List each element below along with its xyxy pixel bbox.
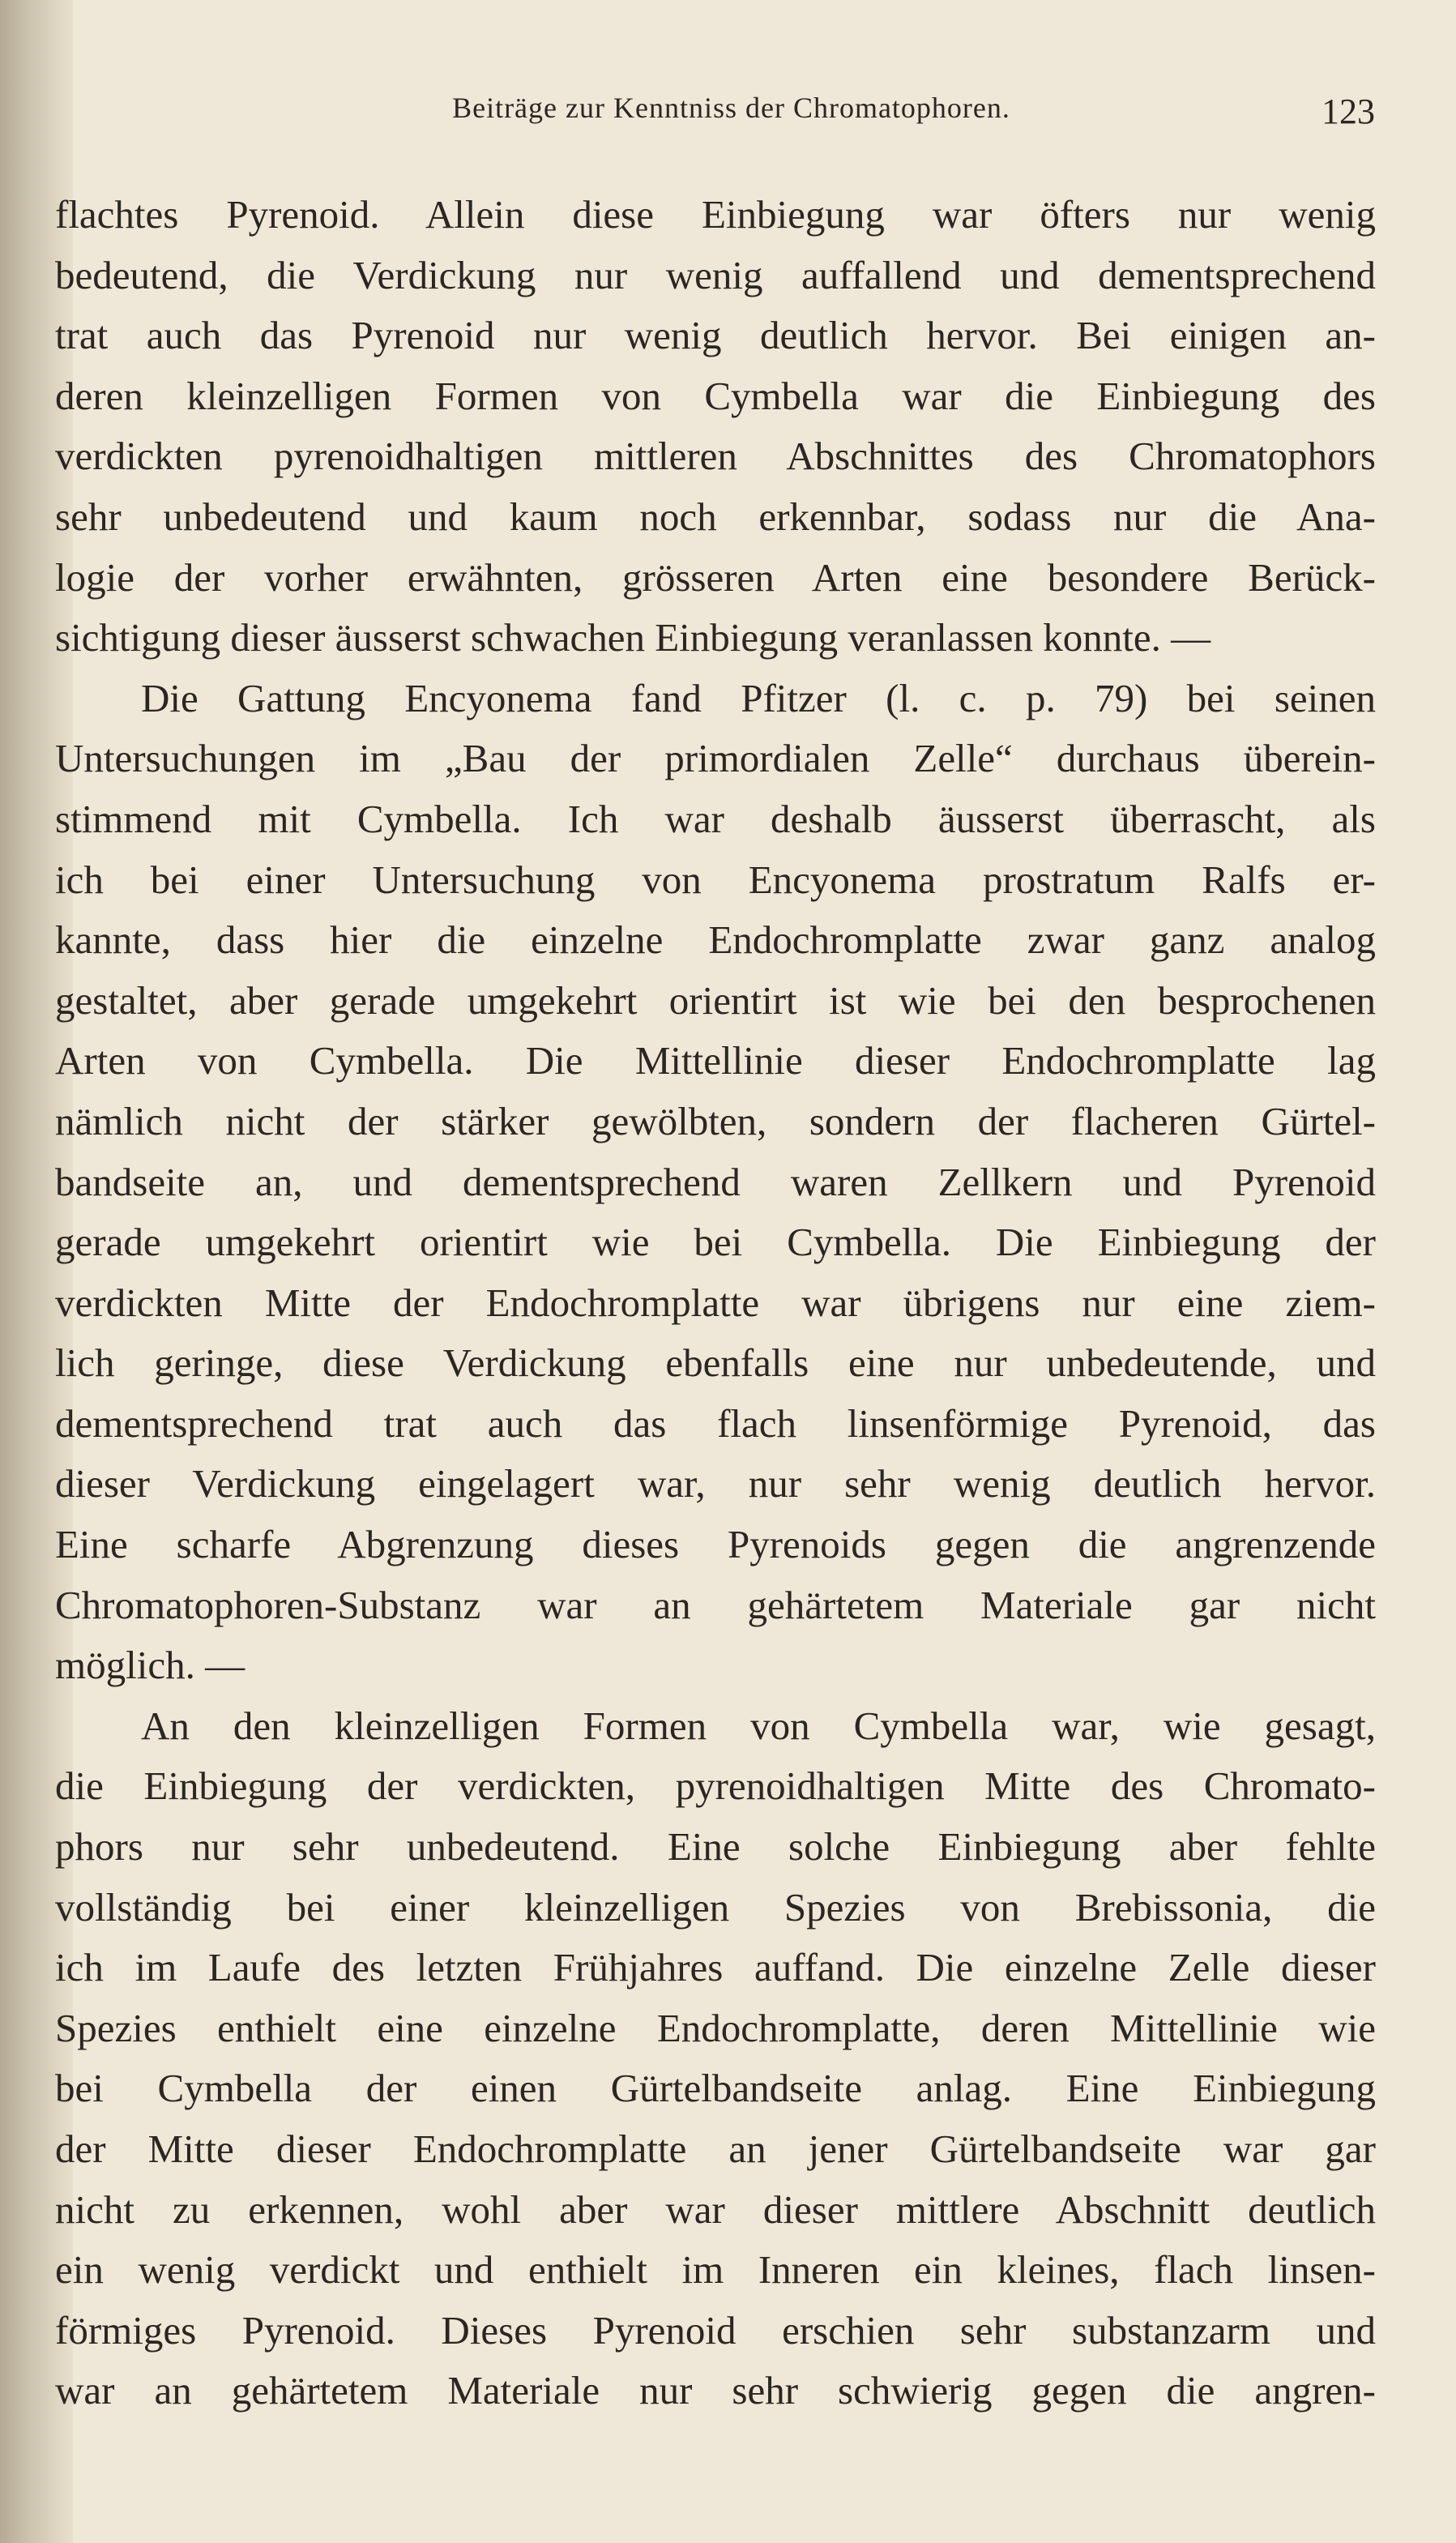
text-line: sichtigung dieser äusserst schwachen Einbiegung veranlassen konnte. — bbox=[55, 615, 1211, 660]
text-line: verdickten Mitte der Endochromplatte war übrigens nur eine ziem- bbox=[55, 1280, 1376, 1325]
text-line: lich geringe, diese Verdickung ebenfalls eine nur unbedeutende, und bbox=[55, 1340, 1376, 1386]
text-line: bandseite an, und dementsprechend waren Zellkern und Pyrenoid bbox=[55, 1159, 1376, 1204]
text-line: trat auch das Pyrenoid nur wenig deutlich hervor. Bei einigen an- bbox=[55, 313, 1376, 358]
text-line: dementsprechend trat auch das flach linsenförmige Pyrenoid, das bbox=[55, 1400, 1376, 1446]
text-line: Chromatophoren-Substanz war an gehärtetem Materiale gar nicht bbox=[55, 1582, 1376, 1627]
text-line: nämlich nicht der stärker gewölbten, sondern der flacheren Gürtel- bbox=[55, 1098, 1376, 1143]
text-line: war an gehärtetem Materiale nur sehr schwierig gegen die angren- bbox=[55, 2368, 1376, 2413]
text-line: sehr unbedeutend und kaum noch erkennbar, sodass nur die Ana- bbox=[55, 494, 1376, 539]
text-line: bei Cymbella der einen Gürtelbandseite anlag. Eine Einbiegung bbox=[55, 2066, 1376, 2111]
text-line: ein wenig verdickt und enthielt im Inneren ein kleines, flach linsen- bbox=[55, 2247, 1376, 2293]
text-line: ich im Laufe des letzten Frühjahres auffand. Die einzelne Zelle dieser bbox=[55, 1945, 1376, 1990]
text-line: kannte, dass hier die einzelne Endochromplatte zwar ganz analog bbox=[55, 917, 1376, 963]
text-line: nicht zu erkennen, wohl aber war dieser mittlere Abschnitt deutlich bbox=[55, 2186, 1376, 2232]
text-line: verdickten pyrenoidhaltigen mittleren Abschnittes des Chromatophors bbox=[55, 434, 1376, 479]
text-line: Die Gattung Encyonema fand Pfitzer (l. c. p. 79) bei seinen bbox=[141, 675, 1376, 720]
text-line: Arten von Cymbella. Die Mittellinie dieser Endochromplatte lag bbox=[55, 1038, 1376, 1083]
running-title: Beiträge zur Kenntniss der Chromatophoren. bbox=[452, 92, 1010, 124]
text-line: flachtes Pyrenoid. Allein diese Einbiegung war öfters nur wenig bbox=[55, 192, 1376, 237]
text-line: deren kleinzelligen Formen von Cymbella war die Einbiegung des bbox=[55, 373, 1376, 418]
body-text bbox=[55, 185, 1376, 2421]
text-line: bedeutend, die Verdickung nur wenig auffallend und dementsprechend bbox=[55, 252, 1376, 297]
text-line: der Mitte dieser Endochromplatte an jener Gürtelbandseite war gar bbox=[55, 2126, 1376, 2171]
text-line: möglich. — bbox=[55, 1643, 246, 1688]
text-line: stimmend mit Cymbella. Ich war deshalb äusserst überrascht, als bbox=[55, 796, 1376, 841]
text-line: gerade umgekehrt orientirt wie bei Cymbella. Die Einbiegung der bbox=[55, 1220, 1376, 1265]
text-line: ich bei einer Untersuchung von Encyonema prostratum Ralfs er- bbox=[55, 857, 1376, 902]
text-line: Spezies enthielt eine einzelne Endochromplatte, deren Mittellinie wie bbox=[55, 2005, 1376, 2050]
text-line: dieser Verdickung eingelagert war, nur sehr wenig deutlich hervor. bbox=[55, 1461, 1376, 1507]
text-line: Untersuchungen im „Bau der primordialen Zelle“ durchaus überein- bbox=[55, 736, 1376, 781]
text-line: die Einbiegung der verdickten, pyrenoidhaltigen Mitte des Chromato- bbox=[55, 1763, 1376, 1809]
text-line: logie der vorher erwähnten, grösseren Arten eine besondere Berück- bbox=[55, 554, 1376, 600]
text-line: Eine scharfe Abgrenzung dieses Pyrenoids gegen die angrenzende bbox=[55, 1522, 1376, 1567]
text-line: An den kleinzelligen Formen von Cymbella war, wie gesagt, bbox=[141, 1703, 1376, 1748]
page-number: 123 bbox=[1322, 92, 1375, 131]
text-line: vollständig bei einer kleinzelligen Spezies von Brebissonia, die bbox=[55, 1884, 1376, 1930]
text-line: phors nur sehr unbedeutend. Eine solche Einbiegung aber fehlte bbox=[55, 1824, 1376, 1870]
running-head bbox=[55, 91, 1375, 139]
text-line: förmiges Pyrenoid. Dieses Pyrenoid erschien sehr substanzarm und bbox=[55, 2307, 1376, 2353]
text-line: gestaltet, aber gerade umgekehrt orientirt ist wie bei den besprochenen bbox=[55, 977, 1376, 1023]
